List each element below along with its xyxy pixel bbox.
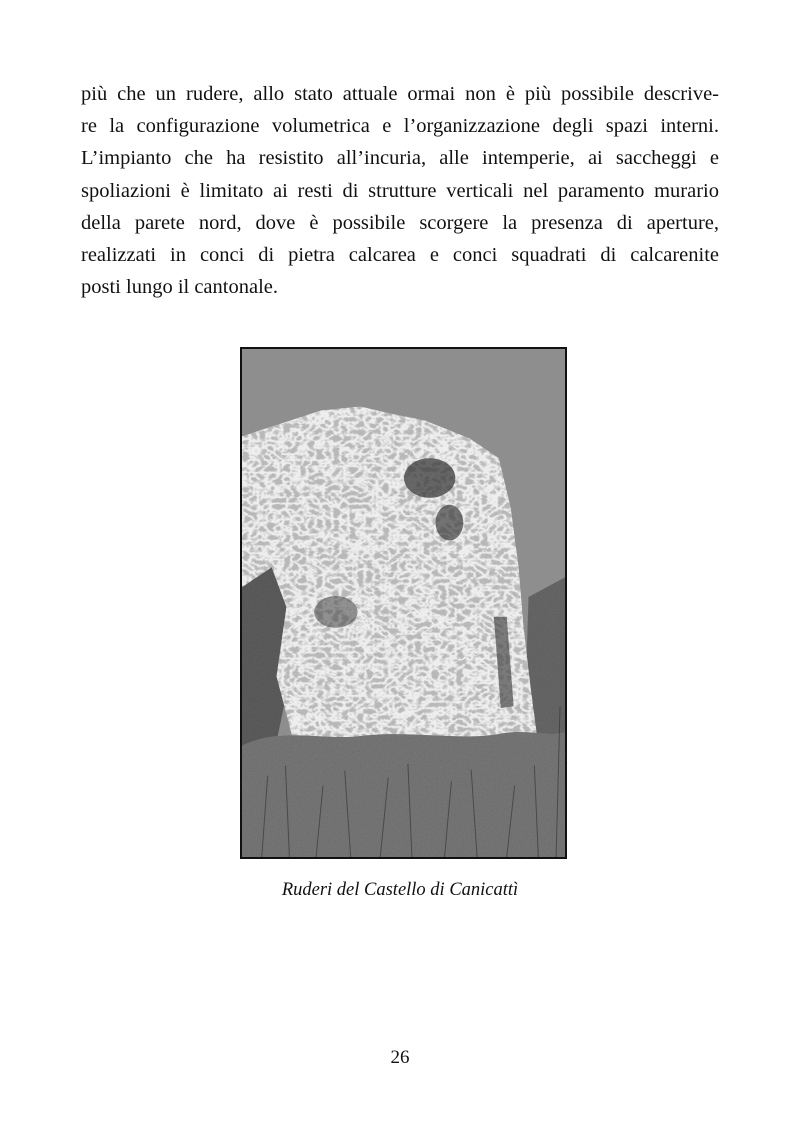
paragraph-line: L’impianto che ha resistito all’incuria, alle intemperie, ai saccheggi e — [81, 147, 719, 170]
figure-caption: Ruderi del Castello di Canicattì — [281, 880, 519, 900]
wall-opening — [314, 596, 357, 628]
body-paragraph — [81, 78, 719, 303]
wall-opening — [436, 505, 464, 541]
paragraph-line: più che un rudere, allo stato attuale ormai non è più possibile descrive- — [81, 83, 719, 105]
castle-ruin-photo — [240, 347, 567, 859]
paragraph-line-last: posti lungo il cantonale. — [81, 276, 278, 299]
paragraph-line: della parete nord, dove è possibile scorgere la presenza di aperture, — [81, 211, 719, 234]
page-number: 26 — [390, 1047, 410, 1068]
paragraph-line: spoliazioni è limitato ai resti di strutture verticali nel paramento murario — [81, 179, 719, 202]
grass-foreground — [242, 732, 565, 857]
wall-opening — [404, 458, 455, 498]
paragraph-line: re la configurazione volumetrica e l’organizzazione degli spazi interni. — [81, 115, 719, 138]
paragraph-line: realizzati in conci di pietra calcarea e conci squadrati di calcarenite — [81, 244, 719, 267]
castle-ruin-illustration — [242, 349, 565, 857]
